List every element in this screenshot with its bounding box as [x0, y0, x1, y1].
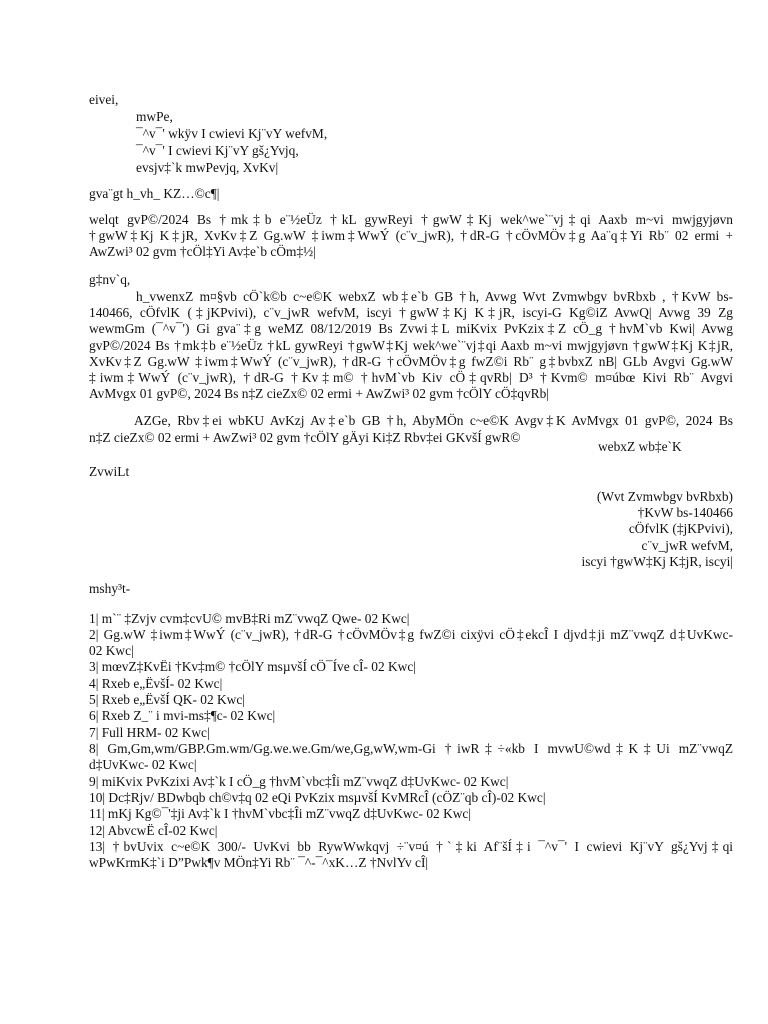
salutation-greeting: eivei,: [89, 92, 119, 107]
signature-line: cÖfvlK (‡jKPvivi),: [628, 521, 733, 536]
recipient-line: mwPe,: [136, 109, 173, 124]
recipient-line: ¯^v¯' I cwievi Kj¨vY gš¿Yvjq,: [136, 143, 299, 158]
enclosure-item: 4| Rxeb e„ËvšÍ- 02 Kwc|: [89, 676, 223, 691]
enclosure-item: 7| Full HRM- 02 Kwc|: [89, 725, 210, 740]
enclosure-label: mshy³t-: [89, 581, 131, 596]
enclosure-item: 2| Gg.wW ‡iwm‡WwÝ (c¨v_jwR), †dR-G †cÖvMÖv‡g fwZ©i cixÿvi cÖ‡ekcÎ I djvd‡ji mZ¨vwqZ d‡UvKwc-: [89, 627, 733, 642]
body-line: XvKv‡Z Gg.wW ‡iwm‡WwÝ (c¨v_jwR), †dR-G †cÖvMÖv‡g fwZ©i Rb¨ g‡bvbxZ nB| GLb Avgvi Gg.wW: [89, 354, 733, 369]
enclosure-item: 9| miKvix PvKzixi Av‡`k I cÖ_g †hvM`vbc‡Îi mZ¨vwqZ d‡UvKwc- 02 Kwc|: [89, 774, 509, 789]
request-line: n‡Z cieZx© 02 ermi + AwZwi³ 02 gvm †cÖlY gÄyi Ki‡Z Rbv‡ei GKvšÍ gwR©: [89, 430, 521, 445]
reference-line: welqt gvP©/2024 Bs †mk‡b e¨½eÜz †kL gywReyi †gwW‡Kj wek^we`¨vj‡qi Aaxb m~vi mwjgyjøvn: [89, 212, 733, 227]
date-label: ZvwiLt: [89, 464, 130, 479]
enclosure-item: 11| mKj Kg©¯'‡ji Av‡`k I †hvM`vbc‡Îi mZ¨vwqZ d‡UvKwc- 02 Kwc|: [89, 806, 472, 821]
reference-line: AwZwi³ 02 gvm †cÖl‡Yi Av‡e`b cÖm‡½|: [89, 244, 316, 259]
enclosure-item: 1| m`¨ ‡Zvjv cvm‡cvU© mvB‡Ri mZ¨vwqZ Qwe- 02 Kwc|: [89, 611, 410, 626]
request-line: AZGe, Rbv‡ei wbKU AvKzj Av‡e`b GB †h, AbyMÖn c~e©K Avgv‡K AvMvgx 01 gvP©, 2024 Bs: [134, 413, 733, 428]
enclosure-item: 02 Kwc|: [89, 643, 134, 658]
enclosure-item: wPwKrmK‡`i D”Pwk¶v MÖn‡Yi Rb¨ ¯^-¯^xK…Z †NvlYv cÎ|: [89, 855, 429, 870]
enclosure-item: 10| Dc‡Rjv/ BDwbqb ch©v‡q 02 eQi PvKzix msµvšÍ KvMRcÎ (cÖZ¨qb cÎ)-02 Kwc|: [89, 790, 546, 805]
body-line: AvMvgx 01 gvP©, 2024 Bs n‡Z cieZx© 02 ermi + AwZwi³ 02 gvm †cÖlY cÖ‡qvRb|: [89, 386, 549, 401]
signature-line: †KvW bs-140466: [637, 505, 733, 520]
body-line: 140466, cÖfvlK (‡jKPvivi), c¨v_jwR wefvM, iscyi †gwW‡Kj K‡jR, iscyi-G Kg©iZ AvwQ| Avwg 39 Zg: [89, 305, 733, 320]
enclosure-item: 5| Rxeb e„ËvšÍ QK- 02 Kwc|: [89, 692, 245, 707]
reference-line: †gwW‡Kj K‡jR, XvKv‡Z Gg.wW ‡iwm‡WwÝ (c¨v_jwR), †dR-G †cÖvMÖv‡g Aa¨q‡Yi Rb¨ 02 ermi +: [89, 228, 733, 243]
body-line: h_vwenxZ m¤§vb cÖ`k©b c~e©K webxZ wb‡e`b GB †h, Avwg Wvt Zvmwbgv bvRbxb , †KvW bs-: [136, 289, 733, 304]
enclosure-item: d‡UvKwc- 02 Kwc|: [89, 757, 197, 772]
enclosure-item: 12| AbvcwË cÎ-02 Kwc|: [89, 823, 218, 838]
body-line: gvP©/2024 Bs †mk‡b e¨½eÜz †kL gywReyi †gwW‡Kj wek^we`¨vj‡qi Aaxb m~vi mwjgyjøvn †gwW‡Kj K‡jR,: [89, 338, 733, 353]
enclosure-item: 13| †bvUvix c~e©K 300/- UvKvi bb RywWwkqvj ÷¨v¤ú †`‡ki Af¨šÍ‡i ¯^v¯' I cwievi Kj¨vY gš¿Yvj‡qi: [89, 839, 733, 854]
body-line: ‡iwm‡WwÝ (c¨v_jwR), †dR-G †Kv‡m© †hvM`vb Kiv cÖ‡qvRb| D³ †Kvm© m¤úbœ Kivi Rb¨ Avgvi: [89, 370, 733, 385]
enclosure-item: 6| Rxeb Z_¨ i mvi-ms‡¶c- 02 Kwc|: [89, 708, 276, 723]
recipient-line: evsjv‡`k mwPevjq, XvKv|: [136, 160, 279, 175]
recipient-line: ¯^v¯' wkÿv I cwievi Kj¨vY wefvM,: [136, 126, 328, 141]
signature-name: (Wvt Zvmwbgv bvRbxb): [596, 489, 733, 504]
signature-line: iscyi †gwW‡Kj K‡jR, iscyi|: [581, 554, 733, 569]
body-label: g‡nv`q,: [89, 272, 131, 287]
sign-off: webxZ wb‡e`K: [598, 439, 682, 454]
enclosure-item: 3| mœvZ‡KvËi †Kv‡m© †cÖlY msµvšÍ cÖ¯Íve cÎ- 02 Kwc|: [89, 659, 416, 674]
enclosure-item: 8| Gm,Gm,wm/GBP.Gm.wm/Gg.we.we.Gm/we,Gg,wW,wm-Gi †iwR‡÷«kb I mvwU©wd‡K‡Ui mZ¨vwqZ: [89, 741, 733, 756]
signature-line: c¨v_jwR wefvM,: [641, 538, 733, 553]
body-line: wewmGm (¯^v¯') Gi gva¨‡g weMZ 08/12/2019 Bs Zvwi‡L miKvix PvKzix‡Z cÖ_g †hvM`vb Kwi| Avwg: [89, 321, 733, 336]
subject-line: gva¨gt h_vh_ KZ…©c¶|: [89, 186, 220, 201]
